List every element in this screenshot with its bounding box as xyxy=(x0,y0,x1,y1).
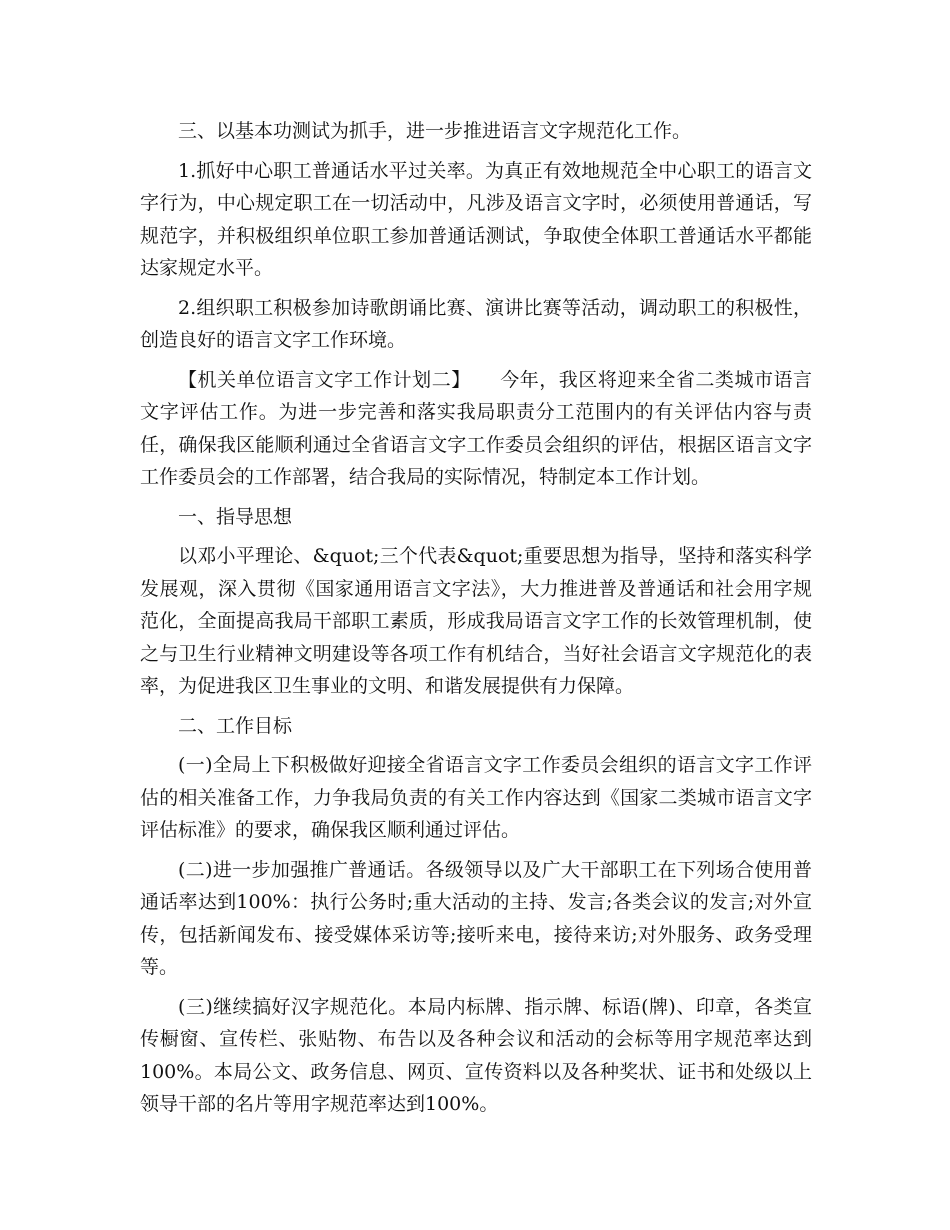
paragraph: (二)进一步加强推广普通话。各级领导以及广大干部职工在下列场合使用普通话率达到100%：执行公务时;重大活动的主持、发言;各类会议的发言;对外宣传，包括新闻发布、接受媒体采访等;接听来电，接待来访;对外服务、政务受理等。 xyxy=(140,858,812,978)
paragraph: 【机关单位语言文字工作计划二】 今年，我区将迎来全省二类城市语言文字评估工作。为进一步完善和落实我局职责分工范围内的有关评估内容与责任，确保我区能顺利通过全省语言文字工作委员会组织的评估，根据区语言文字工作委员会的工作部署，结合我局的实际情况，特制定本工作计划。 xyxy=(140,368,812,488)
section-heading: 三、以基本功测试为抓手，进一步推进语言文字规范化工作。 xyxy=(178,120,692,142)
paragraph: (三)继续搞好汉字规范化。本局内标牌、指示牌、标语(牌)、印章，各类宣传橱窗、宣传栏、张贴物、布告以及各种会议和活动的会标等用字规范率达到100%。本局公文、政务信息、网页、宣传资料以及各种奖状、证书和处级以上领导干部的名片等用字规范率达到100%。 xyxy=(140,995,812,1115)
paragraph: 1.抓好中心职工普通话水平过关率。为真正有效地规范全中心职工的语言文字行为，中心规定职工在一切活动中，凡涉及语言文字时，必须使用普通话，写规范字，并积极组织单位职工参加普通话测试，争取使全体职工普通话水平都能达家规定水平。 xyxy=(140,159,812,279)
document-body xyxy=(140,115,812,1128)
section-heading: 二、工作目标 xyxy=(178,714,293,737)
paragraph: 以邓小平理论、&quot;三个代表&quot;重要思想为指导，坚持和落实科学发展观，深入贯彻《国家通用语言文字法》，大力推进普及普通话和社会用字规范化，全面提高我局干部职工素质，形成我局语言文字工作的长效管理机制，使之与卫生行业精神文明建设等各项工作有机结合，当好社会语言文字规范化的表率，为促进我区卫生事业的文明、和谐发展提供有力保障。 xyxy=(140,545,812,697)
paragraph: (一)全局上下积极做好迎接全省语言文字工作委员会组织的语言文字工作评估的相关准备工作，力争我局负责的有关工作内容达到《国家二类城市语言文字评估标准》的要求，确保我区顺利通过评估。 xyxy=(140,754,812,841)
section-heading: 一、指导思想 xyxy=(178,505,293,528)
paragraph: 2.组织职工积极参加诗歌朗诵比赛、演讲比赛等活动，调动职工的积极性，创造良好的语言文字工作环境。 xyxy=(140,296,812,351)
